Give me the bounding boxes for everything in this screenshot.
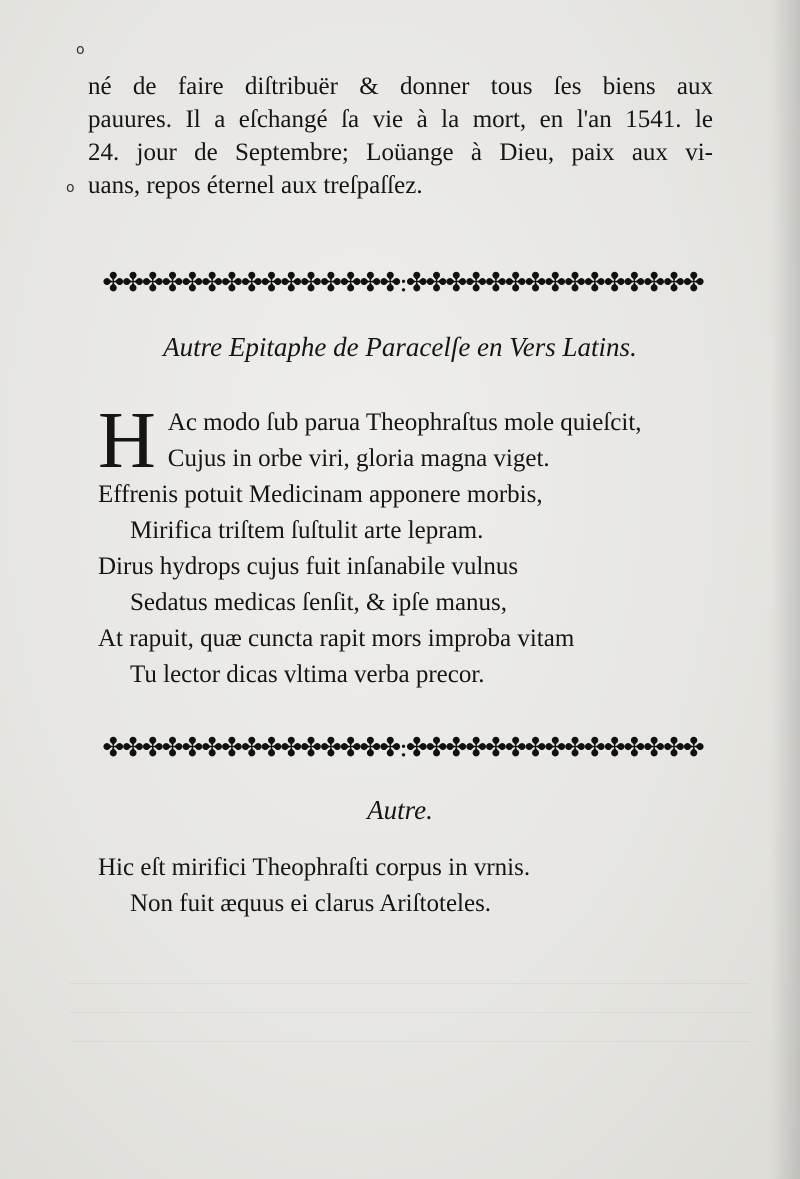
poem-line: Tu lector dicas vltima verba precor. xyxy=(130,661,485,688)
section-heading: Autre Epitaphe de Paracelſe en Vers Latins. xyxy=(163,332,637,362)
section-heading-autre: Autre. xyxy=(367,795,433,825)
poem-line: Non fuit æquus ei clarus Ariſtoteles. xyxy=(130,890,492,917)
latin-poem xyxy=(98,397,718,693)
ornament-divider: ✤✤✤✤✤✤✤✤✤✤✤✤✤✤✤:✤✤✤✤✤✤✤✤✤✤✤✤✤✤✤ xyxy=(102,268,703,298)
margin-dot-icon: o xyxy=(66,180,75,196)
page-edge-shadow xyxy=(770,0,800,1179)
text-line: 24. jour de Septembre; Loüange à Dieu, paix aux vi- xyxy=(88,139,713,166)
ornament-divider: ✤✤✤✤✤✤✤✤✤✤✤✤✤✤✤:✤✤✤✤✤✤✤✤✤✤✤✤✤✤✤ xyxy=(102,733,703,763)
poem-line: At rapuit, quæ cuncta rapit mors improba vitam xyxy=(98,625,575,652)
text-line: uans, repos éternel aux treſpaſſez. xyxy=(88,172,423,199)
poem-line: Ac modo ſub parua Theophraſtus mole quieſcit, xyxy=(167,409,642,436)
bleed-through xyxy=(70,955,750,1075)
poem-line: Cujus in orbe viri, gloria magna viget. xyxy=(167,445,550,472)
drop-cap: H xyxy=(98,397,156,485)
second-poem xyxy=(98,850,718,922)
poem-line: Sedatus medicas ſenſit, & ipſe manus, xyxy=(130,589,508,616)
poem-line: Hic eſt mirifici Theophraſti corpus in vrnis. xyxy=(98,854,531,881)
margin-dot-icon: o xyxy=(76,42,85,58)
text-line: pauures. Il a eſchangé ſa vie à la mort, en l'an 1541. le xyxy=(88,106,713,133)
poem-line: Effrenis potuit Medicinam apponere morbis, xyxy=(98,481,543,508)
text-line: né de faire diſtribuër & donner tous ſes biens aux xyxy=(88,73,713,100)
poem-line: Mirifica triſtem ſuſtulit arte lepram. xyxy=(130,517,484,544)
poem-line: Dirus hydrops cujus fuit inſanabile vulnus xyxy=(98,553,519,580)
top-paragraph xyxy=(88,70,713,202)
